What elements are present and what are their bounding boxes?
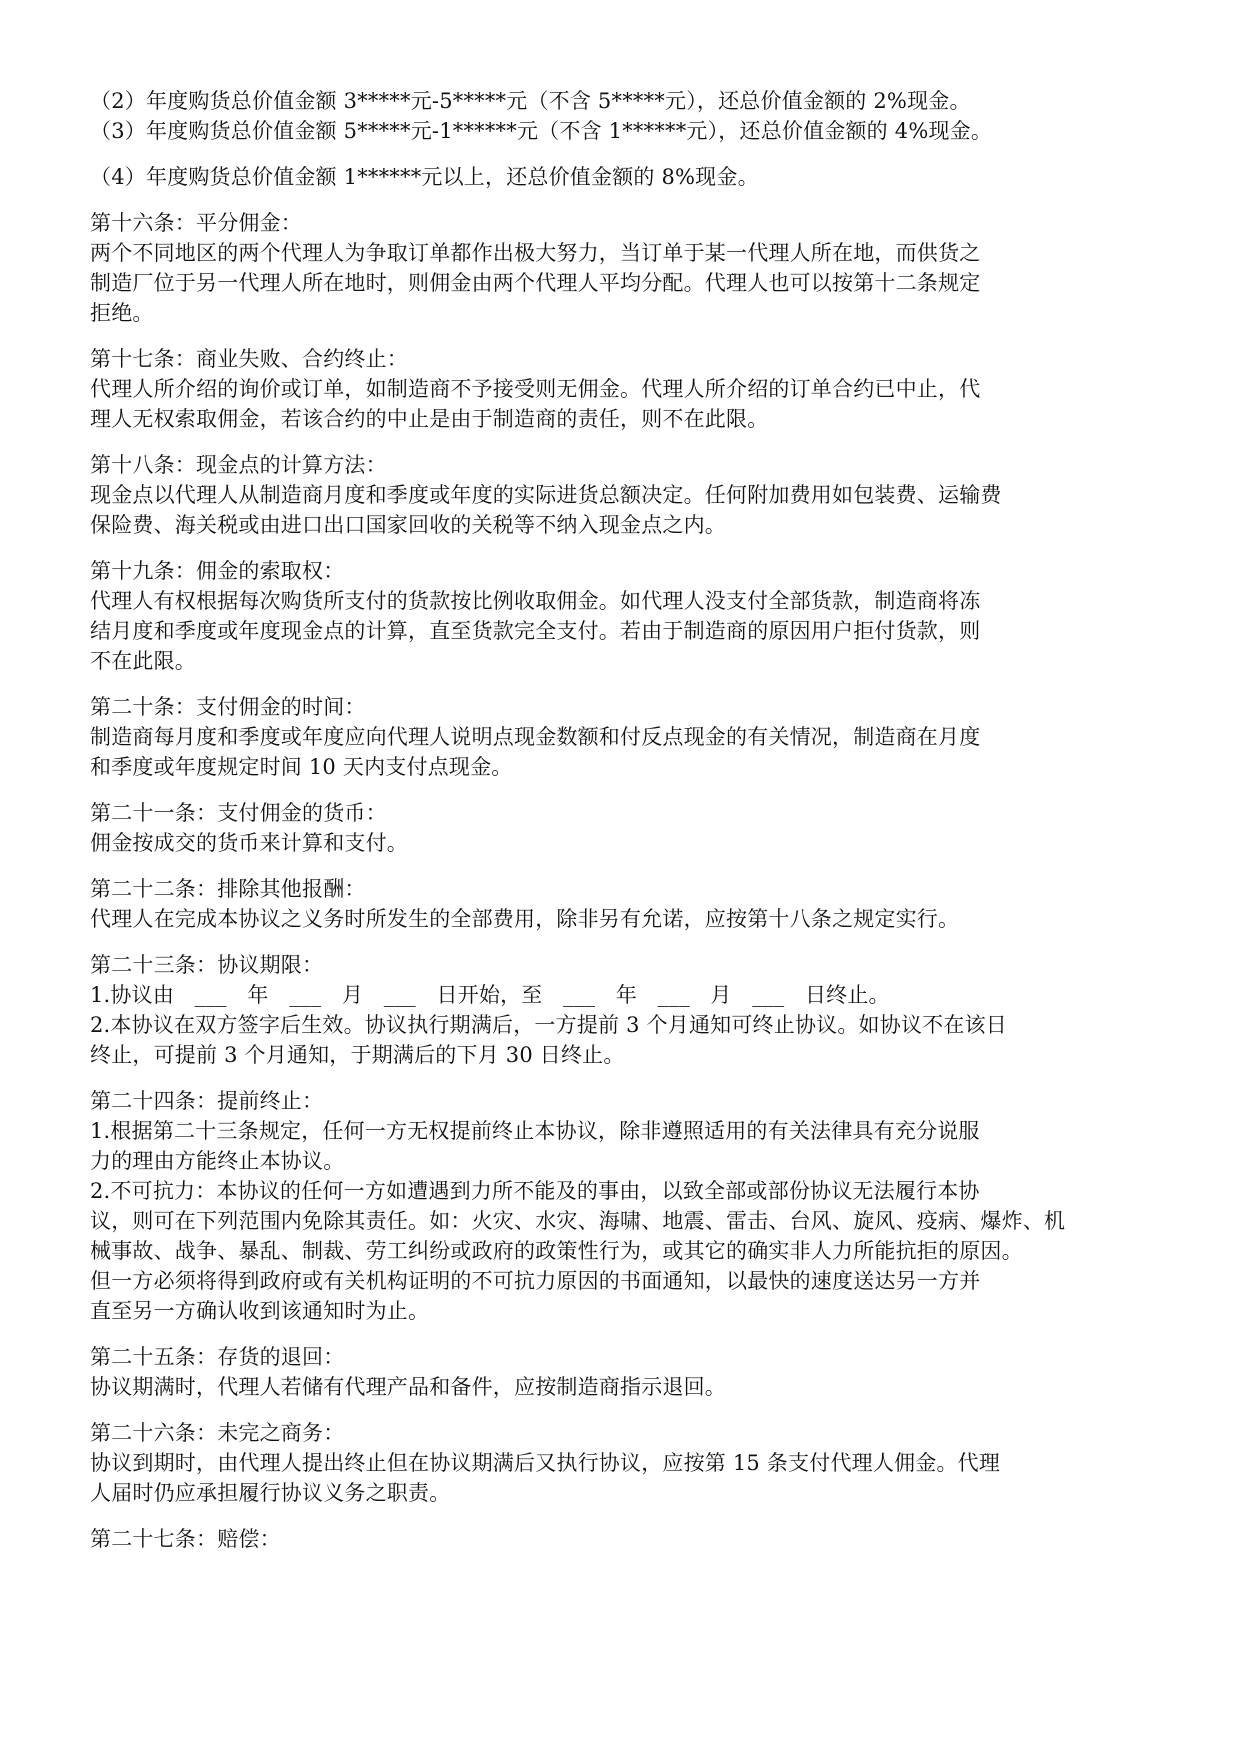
article-heading: 第二十五条：存货的退回： [90,1345,345,1369]
article-heading: 第十八条：现金点的计算方法： [90,453,387,477]
text-line: 械事故、战争、暴乱、制裁、劳工纠纷或政府的政策性行为，或其它的确实非人力所能抗拒的原因。 [90,1239,1023,1263]
text-line: 不在此限。 [90,649,196,673]
paragraph-gap [90,782,1155,798]
text-line: 代理人在完成本协议之义务时所发生的全部费用，除非另有允诺，应按第十八条之规定实行。 [90,907,960,931]
paragraph-gap [90,1070,1155,1086]
text-line: 保险费、海关税或由进口出口国家回收的关税等不纳入现金点之内。 [90,513,726,537]
text-line: 议，则可在下列范围内免除其责任。如：火灾、水灾、海啸、地震、雷击、台风、旋风、疫病、爆炸、机 [90,1209,1066,1233]
text-line: 代理人有权根据每次购货所支付的货款按比例收取佣金。如代理人没支付全部货款，制造商将冻 [90,589,981,613]
text-line: 协议期满时，代理人若储有代理产品和备件，应按制造商指示退回。 [90,1375,726,1399]
article-heading: 第二十二条：排除其他报酬： [90,877,366,901]
article-heading: 第十六条：平分佣金： [90,211,302,235]
text-line: 制造商每月度和季度或年度应向代理人说明点现金数额和付反点现金的有关情况，制造商在月度 [90,725,981,749]
text-line: 但一方必须将得到政府或有关机构证明的不可抗力原因的书面通知，以最快的速度送达另一方并 [90,1269,981,1293]
text-line: 协议到期时，由代理人提出终止但在协议期满后又执行协议，应按第 15 条支付代理人佣金。代理 [90,1451,1001,1475]
paragraph-gap [90,1402,1155,1418]
text-line: （3）年度购货总价值金额 5*****元-1******元（不含 1******元），还总价值金额的 4%现金。 [90,119,993,143]
article-heading: 第二十七条：赔偿： [90,1527,281,1551]
text-line: 终止，可提前 3 个月通知，于期满后的下月 30 日终止。 [90,1043,625,1067]
paragraph-gap [90,540,1155,556]
article-heading: 第十九条：佣金的索取权： [90,559,345,583]
text-line: 1.根据第二十三条规定，任何一方无权提前终止本协议，除非遵照适用的有关法律具有充分说服 [90,1119,980,1143]
text-line: 现金点以代理人从制造商月度和季度或年度的实际进货总额决定。任何附加费用如包装费、运输费 [90,483,1002,507]
article-heading: 第二十四条：提前终止： [90,1089,324,1113]
text-line: （4）年度购货总价值金额 1******元以上，还总价值金额的 8%现金。 [90,165,759,189]
article-heading: 第二十一条：支付佣金的货币： [90,801,387,825]
text-line: 佣金按成交的货币来计算和支付。 [90,831,408,855]
text-line: 人届时仍应承担履行协议义务之职责。 [90,1481,451,1505]
text-line: 两个不同地区的两个代理人为争取订单都作出极大努力，当订单于某一代理人所在地，而供货之 [90,241,981,265]
article-heading: 第十七条：商业失败、合约终止： [90,347,408,371]
text-line: 2.本协议在双方签字后生效。协议执行期满后，一方提前 3 个月通知可终止协议。如协议不在该日 [90,1013,1007,1037]
paragraph-gap [90,146,1155,162]
paragraph-gap [90,434,1155,450]
text-line: 理人无权索取佣金，若该合约的中止是由于制造商的责任，则不在此限。 [90,407,769,431]
paragraph-gap [90,676,1155,692]
paragraph-gap [90,858,1155,874]
paragraph-gap [90,934,1155,950]
paragraph-gap [90,1508,1155,1524]
text-line: 制造厂位于另一代理人所在地时，则佣金由两个代理人平均分配。代理人也可以按第十二条规定 [90,271,981,295]
article-heading: 第二十条：支付佣金的时间： [90,695,366,719]
text-line: 直至另一方确认收到该通知时为止。 [90,1299,430,1323]
text-line: 1.协议由 ___ 年 ___ 月 ___ 日开始，至 ___ 年 ___ 月 ___ 日终止。 [90,983,890,1007]
text-line: （2）年度购货总价值金额 3*****元-5*****元（不含 5*****元），还总价值金额的 2%现金。 [90,89,971,113]
document-body [90,86,1155,1554]
text-line: 和季度或年度规定时间 10 天内支付点现金。 [90,755,513,779]
paragraph-gap [90,1326,1155,1342]
text-line: 拒绝。 [90,301,154,325]
text-line: 代理人所介绍的询价或订单，如制造商不予接受则无佣金。代理人所介绍的订单合约已中止，代 [90,377,981,401]
paragraph-gap [90,192,1155,208]
text-line: 力的理由方能终止本协议。 [90,1149,345,1173]
text-line: 2.不可抗力：本协议的任何一方如遭遇到力所不能及的事由，以致全部或部份协议无法履行本协 [90,1179,980,1203]
text-line: 结月度和季度或年度现金点的计算，直至货款完全支付。若由于制造商的原因用户拒付货款，则 [90,619,981,643]
paragraph-gap [90,328,1155,344]
article-heading: 第二十三条：协议期限： [90,953,324,977]
article-heading: 第二十六条：未完之商务： [90,1421,345,1445]
